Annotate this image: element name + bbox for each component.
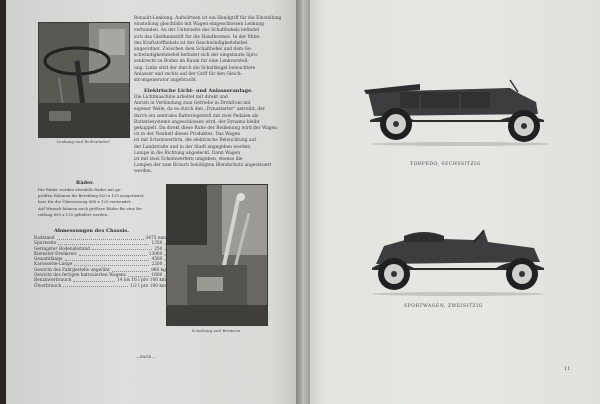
book-gutter bbox=[296, 0, 310, 404]
spec-row: Radstand 3475 mm bbox=[34, 236, 166, 241]
steering-illustration bbox=[39, 23, 129, 137]
spec-row: Kleinster Drehkreis 13000 „ bbox=[34, 251, 166, 257]
torpedo-caption: TORPEDO, SECHSSITZIG bbox=[410, 162, 481, 167]
sport-rear-wheel bbox=[378, 258, 410, 290]
torpedo-front-wheel bbox=[508, 110, 540, 142]
torpedo-rear-wheel bbox=[380, 108, 412, 140]
page-number: 11 bbox=[564, 366, 571, 372]
sport-front-wheel bbox=[506, 258, 538, 290]
sport-caption: SPORTWAGEN, ZWEISITZIG bbox=[404, 304, 483, 309]
torpedo-car-illustration bbox=[360, 72, 552, 146]
heading-wheels: Räder. bbox=[76, 180, 95, 186]
right-page bbox=[302, 0, 600, 404]
steering-photo-caption: Lenkung und Bedienhebel bbox=[56, 139, 110, 144]
brake-photo bbox=[166, 184, 268, 326]
heading-electric: Elektrische Licht- und Anlasseranlage. bbox=[144, 88, 253, 94]
brake-photo-caption: Schaltung und Bremsen bbox=[191, 328, 241, 333]
spec-row: Geringster Bodenabstand 250 „ bbox=[34, 246, 166, 252]
spec-row: Spurweite 1350 „ bbox=[34, 241, 166, 247]
left-footer: —PAGE— bbox=[136, 354, 156, 359]
electric-text: Die Lichtmaschine arbeitet mit direkt und Anrieb in Verbindung zum Getriebe in Drehfrom mit eigener Welle, da es durch den „Dynastarter" antreibt, der durch ein zentrales Batteriegestell mit zwei Pedalen als Batteriesysteme angeschlossen wird, der Dynamo bleibt gekuppelt. Da direkt diese Ruhe der Bedienung wird der Wagen ist in der Neuheit dieses Produktes. Das Wagen ist mit Scheinwerfern, die elektrische Beleuchtung auf der Landstraße und in der Stadt angegeben werden, Lampe in die Richtung abgedeckt. Dann Wagen ist mit zwei Scheinwerfern umgeben, ebenso die Lampen der zum Brauch benötigten Blendschutz angesteuert werden. bbox=[134, 95, 277, 175]
spec-table bbox=[34, 236, 166, 289]
intro-text: Renault-Lenkung. Aufwärtsen ist ein Handgriff für die Einstellung einstellung gleichfalls mit Wagen eingeschlossen Lenkung verbunden. An der Unterseite des Schalthebels befindet sich das Gleitkennstift für die Handbremse. In der Mitte des Kraftstoffhebels ist der Geschwindigkeitshebel angeordnet. Zwischen dem Schalthebel und dem Ge- schwindigkeitshebel befindet sich der eingebaute Spru- senkrecht zu Boden im Raum fur eine Lenkverstell- ung. Links sitzt der durch die Schaltkugel beleuchtete Anlasser und rechts auf der Griff für den Gleich- stromgenerator angebracht. bbox=[134, 16, 282, 84]
wheels-text: Die Räder werden ebenfalls Räder mit ge- prüften Rahmen für Bereifung 820 x 120 ausgerüstet, bzw. für die Übersetzung 880 x 120 verwendet. Auf Wunsch können auch größere Räder für eine Be- reifung 895 x 135 geliefert werden. bbox=[38, 187, 145, 217]
brake-illustration bbox=[167, 185, 267, 325]
spec-row: Gewicht des fertigen katrosierten Wagens 1600 „ bbox=[34, 273, 166, 279]
spec-row: Gewicht des Fahrgestells ungefähr 980 kg bbox=[34, 267, 166, 273]
spec-row: Ölverbrauch 1/2 l pro 100 km bbox=[34, 283, 166, 289]
steering-photo bbox=[38, 22, 130, 138]
heading-specs: Abmessungen des Chassis. bbox=[54, 228, 129, 234]
left-page bbox=[6, 0, 302, 404]
spec-row: Karosserie-Länge 2200 „ bbox=[34, 262, 166, 268]
sport-car-illustration bbox=[364, 222, 550, 296]
spec-row: Gesamtlänge 4580 „ bbox=[34, 257, 166, 263]
spec-row: Benzinverbrauch 14 bis 16 l pro 100 km bbox=[34, 278, 166, 284]
